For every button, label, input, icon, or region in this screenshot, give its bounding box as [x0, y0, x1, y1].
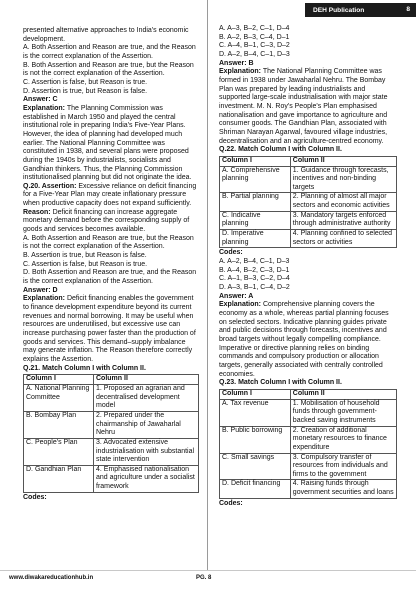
table-row: [220, 193, 397, 211]
table-row: [220, 211, 397, 229]
table-row: [24, 411, 199, 438]
table-header-row: [220, 389, 397, 399]
publication-header: [305, 3, 416, 17]
footer-divider: [0, 570, 416, 571]
q20-explanation: [23, 295, 199, 364]
q21-codes-label: Codes:: [23, 493, 47, 501]
column-ii-header: Column II: [290, 389, 396, 399]
table-row: [220, 426, 397, 453]
q23-codes-label: Codes:: [219, 499, 243, 507]
q21-explanation-label: Explanation:: [219, 68, 262, 76]
q19-intro: presented alternative approaches to India's economic development.: [23, 27, 189, 43]
table-cell: 4. Raising funds through government securities and loans: [290, 480, 396, 498]
table-cell: A. Tax revenue: [220, 399, 291, 426]
q20-explanation-label: Explanation:: [23, 295, 66, 303]
footer-page-label: PG. 8: [196, 575, 212, 581]
q20-answer: Answer: D: [23, 286, 58, 294]
q22-code-d: D. A–3, B–1, C–4, D–2: [219, 284, 290, 292]
page-number: 8: [406, 6, 410, 13]
table-cell: 1. Guidance through forecasts, incentives and non-binding targets: [290, 166, 396, 193]
table-cell: B. Bombay Plan: [24, 411, 94, 438]
q22-code-b: B. A–4, B–2, C–3, D–1: [219, 266, 290, 274]
q21-match-table: [23, 374, 199, 493]
table-cell: A. National Planning Committee: [24, 384, 94, 411]
q22-match-table: [219, 156, 397, 249]
table-cell: 2. Prepared under the chairmanship of Jawaharlal Nehru: [94, 411, 199, 438]
q22-explanation: [219, 301, 397, 379]
table-cell: 4. Emphasised nationalisation and agriculture under a socialist framework: [94, 465, 199, 492]
column-i-header: Column I: [220, 389, 291, 399]
table-cell: C. People's Plan: [24, 438, 94, 465]
q20-label: Q.20. Assertion:: [23, 182, 77, 190]
q20-reason-text: Deficit financing can increase aggregate monetary demand before the corresponding supply of goods and services becomes available.: [23, 208, 190, 234]
table-cell: A. Comprehensive planning: [220, 166, 291, 193]
table-row: [24, 438, 199, 465]
q22-explanation-label: Explanation:: [219, 301, 262, 309]
table-row: [220, 399, 397, 426]
column-divider: [207, 0, 208, 570]
q21-explanation-text: The National Planning Committee was formed in 1938 under Jawaharlal Nehru. The Bombay Plan was prepared by leading industrialists and supported large-scale industrialisation with major state investment. M. N. Roy's People's Plan emphasised nationalisation and gave importance to agriculture and consumer goods. The Gandhian Plan, associated with Shriman Narayan Agarwal, favoured village industries, decentralisation and an agriculture-centred economy.: [219, 68, 388, 145]
q20-reason-label: Reason:: [23, 208, 51, 216]
q22-explanation-text: Comprehensive planning covers the economy as a whole, whereas partial planning focuses on selected sectors. Indicative planning guides private and public decisions through forecasts, incentives and broad targets without legally compelling compliance. Imperative or directive planning relies on binding commands and compulsory production or allocation targets, generally associated with centrally controlled economies.: [219, 301, 389, 378]
column-ii-header: Column II: [94, 375, 199, 385]
q19-option-c: C. Assertion is false, but Reason is true.: [23, 78, 148, 86]
q23-match-table: [219, 389, 397, 499]
table-cell: 1. Mobilisation of household funds through government-backed saving instruments: [290, 399, 396, 426]
q19-explanation: [23, 105, 199, 183]
column-i-header: Column I: [220, 156, 291, 166]
table-cell: D. Deficit financing: [220, 480, 291, 498]
q20-option-b: B. Assertion is true, but Reason is false.: [23, 252, 147, 260]
q20-assertion: [23, 183, 199, 209]
q21-code-d: D. A–2, B–4, C–1, D–3: [219, 50, 290, 58]
q20-explanation-text: Deficit financing enables the government to finance development expenditure beyond its current revenues and normal borrowing. It may be useful when resources are underutilised, but excessive use can increase purchasing power faster than the production of goods and services. This demand–supply imbalance may generate inflation. The Reason therefore correctly explains the Assertion.: [23, 295, 196, 363]
table-row: [24, 384, 199, 411]
table-cell: 4. Planning confined to selected sectors or activities: [290, 230, 396, 248]
table-header-row: [24, 375, 199, 385]
footer-website-link[interactable]: www.diwakareducationhub.in: [9, 575, 94, 581]
table-cell: C. Small savings: [220, 453, 291, 480]
table-cell: 2. Creation of additional monetary resources to finance expenditure: [290, 426, 396, 453]
q20-option-c: C. Assertion is false, but Reason is true.: [23, 260, 148, 268]
table-cell: 1. Proposed an agrarian and decentralised development model: [94, 384, 199, 411]
q22-codes-label: Codes:: [219, 249, 243, 257]
left-column: [23, 27, 199, 502]
q21-title: Q.21. Match Column I with Column II.: [23, 364, 146, 372]
q21-code-c: C. A–4, B–1, C–3, D–2: [219, 42, 290, 50]
table-row: [220, 166, 397, 193]
table-cell: B. Partial planning: [220, 193, 291, 211]
q23-title: Q.23. Match Column I with Column II.: [219, 379, 342, 387]
q21-explanation: [219, 68, 397, 146]
q22-answer: Answer: A: [219, 292, 254, 300]
q19-option-b: B. Both Assertion and Reason are true, but the Reason is not the correct explanation of the Assertion.: [23, 61, 194, 78]
table-row: [220, 230, 397, 248]
table-cell: B. Public borrowing: [220, 426, 291, 453]
right-column: [219, 25, 397, 508]
table-cell: D. Imperative planning: [220, 230, 291, 248]
table-cell: C. Indicative planning: [220, 211, 291, 229]
q19-option-d: D. Assertion is true, but Reason is false.: [23, 87, 148, 95]
q21-answer: Answer: B: [219, 59, 254, 67]
q19-explanation-text: The Planning Commission was established in March 1950 and played the central institutional role in preparing India's Five-Year Plans. However, the idea of planning had developed much earlier. The National Planning Committee was constituted in 1938, and several plans were proposed during the 1940s by industrialists, socialists and Gandhian thinkers. Thus, the Planning Commission institutionalised planning but did not originate the idea.: [23, 104, 192, 182]
table-cell: 2. Planning of almost all major sectors and economic activities: [290, 193, 396, 211]
q19-explanation-label: Explanation:: [23, 104, 66, 112]
q19-answer: Answer: C: [23, 96, 58, 104]
q22-code-a: A. A–2, B–4, C–1, D–3: [219, 258, 290, 266]
table-cell: D. Gandhian Plan: [24, 465, 94, 492]
q22-title: Q.22. Match Column I with Column II.: [219, 146, 342, 154]
q21-code-b: B. A–2, B–3, C–4, D–1: [219, 33, 290, 41]
q20-option-a: A. Both Assertion and Reason are true, but the Reason is not the correct explanation of the Assertion.: [23, 234, 194, 251]
q21-code-a: A. A–3, B–2, C–1, D–4: [219, 25, 290, 32]
table-row: [24, 465, 199, 492]
table-cell: 3. Mandatory targets enforced through administrative authority: [290, 211, 396, 229]
table-row: [220, 480, 397, 498]
q20-assertion-text: Excessive reliance on deficit financing for a Five-Year Plan may create inflationary pressure when productive capacity does not expand sufficiently.: [23, 182, 197, 208]
table-cell: 3. Advocated extensive industrialisation with substantial state intervention: [94, 438, 199, 465]
table-header-row: [220, 156, 397, 166]
publisher-name: DEH Publication: [313, 6, 365, 14]
column-ii-header: Column II: [290, 156, 396, 166]
q19-option-a: A. Both Assertion and Reason are true, and the Reason is the correct explanation of the Assertion.: [23, 44, 196, 60]
q20-reason: [23, 209, 199, 235]
q20-option-d: D. Both Assertion and Reason are true, and the Reason is the correct explanation of the Assertion.: [23, 269, 197, 286]
q22-code-c: C. A–1, B–3, C–2, D–4: [219, 275, 290, 283]
column-i-header: Column I: [24, 375, 94, 385]
table-cell: 3. Compulsory transfer of resources from individuals and firms to the government: [290, 453, 396, 480]
table-row: [220, 453, 397, 480]
